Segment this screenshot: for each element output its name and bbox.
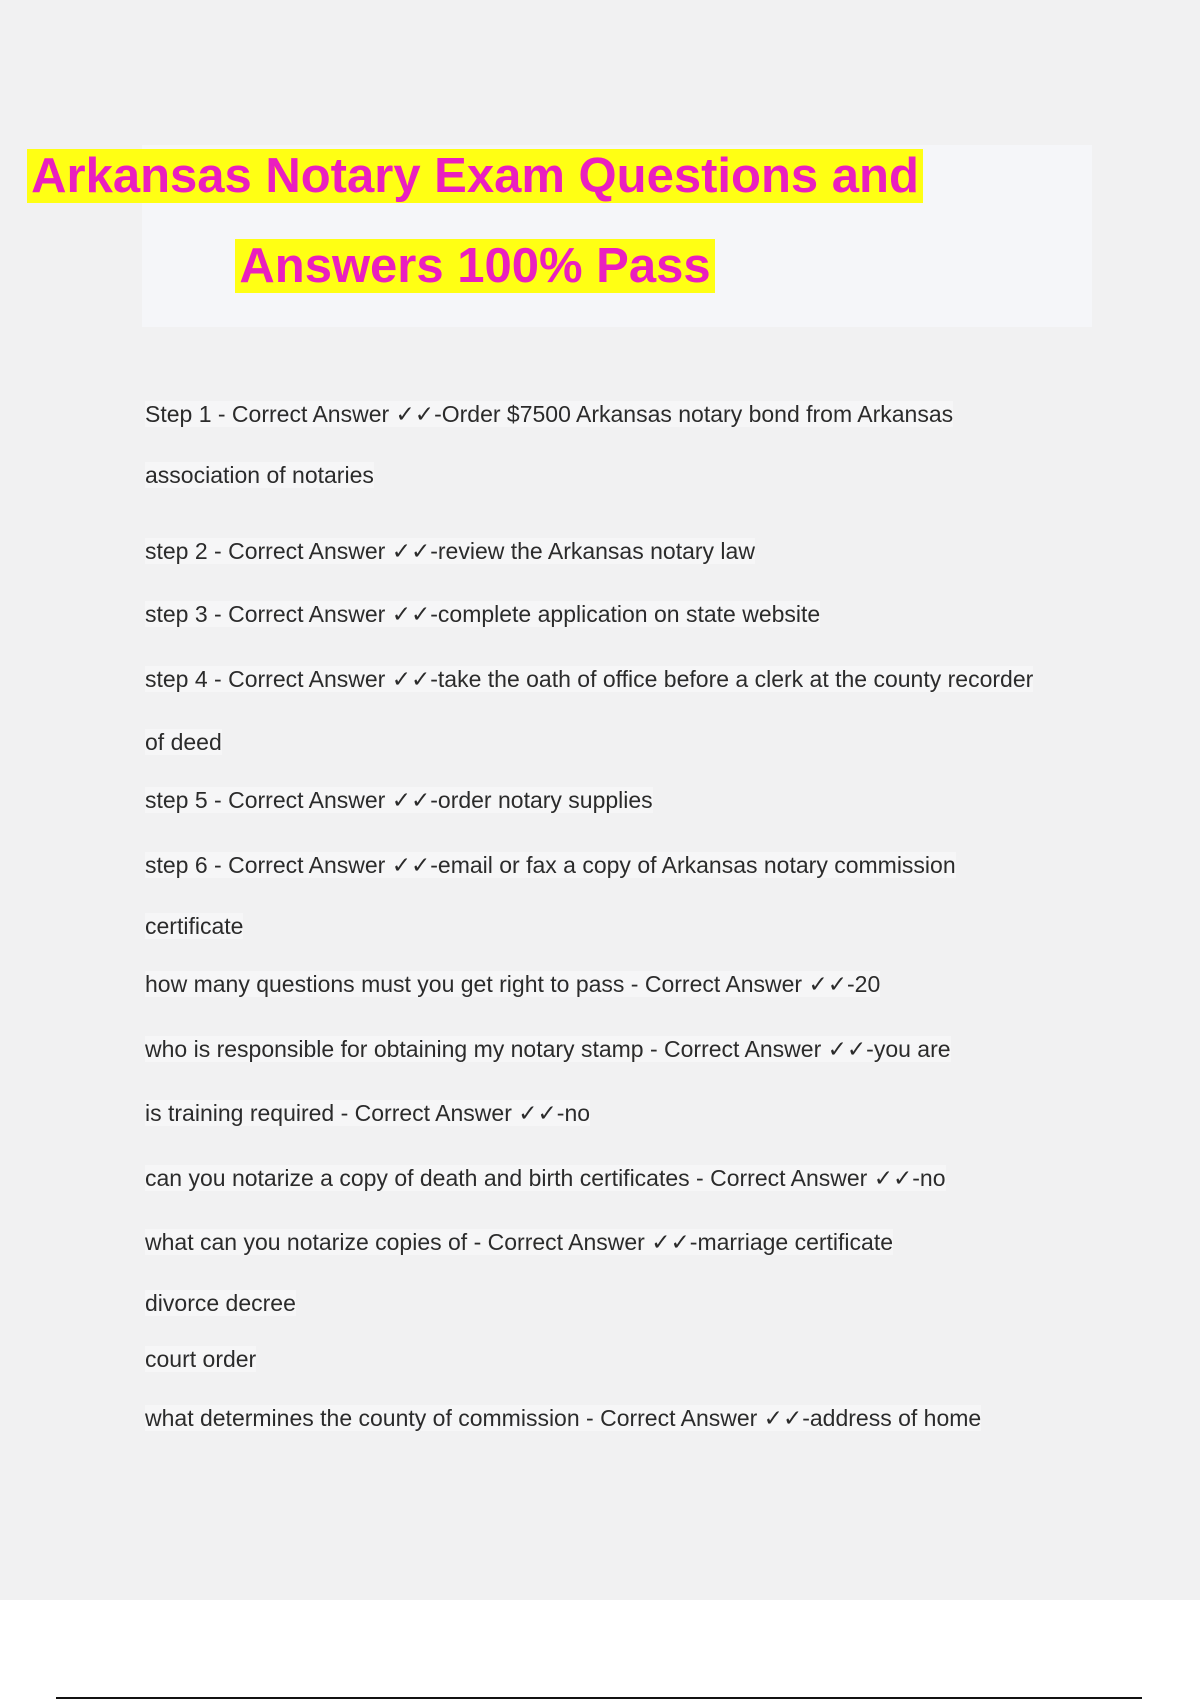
qa-line: what determines the county of commission - Correct Answer ✓✓-address of home — [145, 1405, 982, 1431]
qa-line: what can you notarize copies of - Correct Answer ✓✓-marriage certificate — [145, 1229, 894, 1255]
qa-line: step 6 - Correct Answer ✓✓-email or fax a copy of Arkansas notary commission — [145, 852, 956, 878]
qa-line: who is responsible for obtaining my notary stamp - Correct Answer ✓✓-you are — [145, 1036, 951, 1062]
qa-line: is training required - Correct Answer ✓✓-no — [145, 1100, 591, 1126]
qa-line: of deed — [145, 729, 222, 755]
qa-line: can you notarize a copy of death and birth certificates - Correct Answer ✓✓-no — [145, 1165, 946, 1191]
qa-line: step 2 - Correct Answer ✓✓-review the Arkansas notary law — [145, 538, 755, 564]
document-title-line-1 — [0, 146, 950, 206]
title-highlight: Answers 100% Pass — [235, 239, 714, 293]
footer-divider — [56, 1697, 1142, 1699]
document-title-line-2 — [0, 236, 950, 296]
qa-line: association of notaries — [145, 462, 374, 488]
title-highlight: Arkansas Notary Exam Questions and — [27, 149, 923, 203]
qa-line: step 4 - Correct Answer ✓✓-take the oath of office before a clerk at the county recorder — [145, 666, 1034, 692]
qa-line: divorce decree — [145, 1290, 296, 1316]
qa-line: how many questions must you get right to pass - Correct Answer ✓✓-20 — [145, 971, 881, 997]
qa-line: step 3 - Correct Answer ✓✓-complete application on state website — [145, 601, 821, 627]
qa-line: court order — [145, 1346, 257, 1372]
qa-line: Step 1 - Correct Answer ✓✓-Order $7500 Arkansas notary bond from Arkansas — [145, 401, 954, 427]
qa-line: step 5 - Correct Answer ✓✓-order notary supplies — [145, 787, 653, 813]
qa-line: certificate — [145, 913, 244, 939]
